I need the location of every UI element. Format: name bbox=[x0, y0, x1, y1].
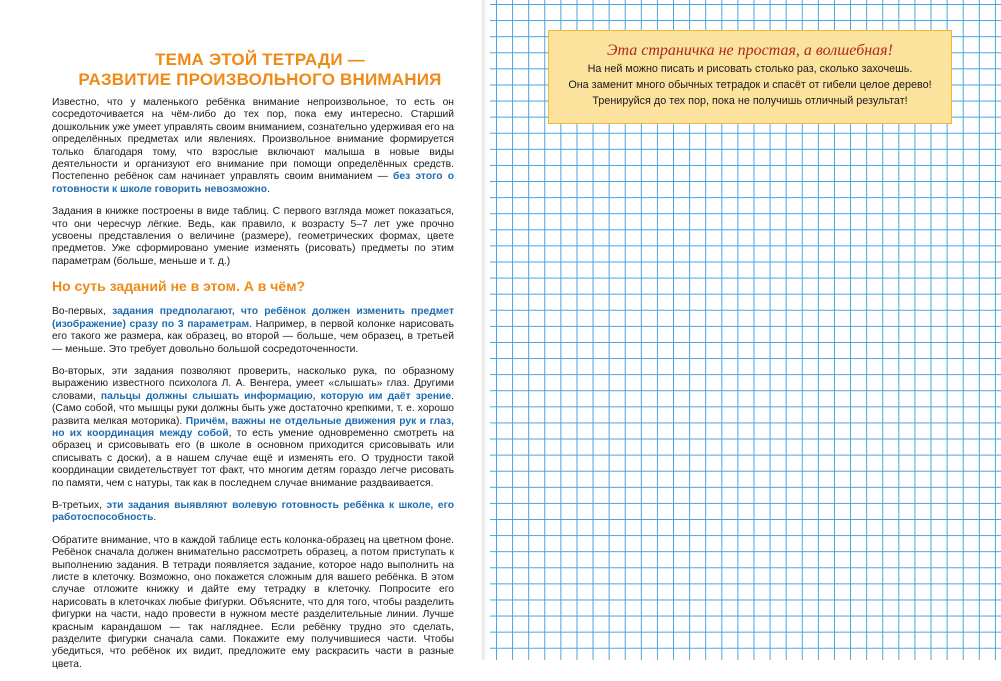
paragraph-attention: Обратите внимание, что в каждой таблице есть колонка-образец на цветном фоне. Ребёнок сначала должен внимательно рассмотреть образец, а потом приступать к выполнению задания. В тетради появляется задание, которое надо выполнить на листе в клеточку. Возможно, оно покажется сложным для вашего ребёнка. В этом случае отложите книжку и дайте ему тетрадку в клеточку. Попросите его нарисовать в клеточках любые фигурки. Объясните, что для того, чтобы разделить фигурки на части, надо провести в нужном месте разделительные линии. Лучше красным карандашом — так нагляднее. Если ребёнку трудно это сделать, разделите фигурки сначала сами. Покажите ему получившиеся части. Чтобы убедиться, что ребёнок их видит, предложите ему раскрасить части в разные цвета. bbox=[52, 534, 454, 670]
note-line-1: На ней можно писать и рисовать столько раз, сколько захочешь. bbox=[587, 63, 913, 75]
paragraph-intro-text: Известно, что у маленького ребёнка внимание непроизвольное, то есть он сосредоточивается на чём-либо до тех пор, пока ему интересно. Старший дошкольник уже умеет управлять своим вниманием, сознательно удерживая его на определённых предметах или явлениях. Произвольное внимание формируется только благодаря тому, что взрослые включают малыша в новые виды деятельности и организуют его внимание при помощи определённых средств. Постепенно ребёнок сам начинает управлять своим вниманием — bbox=[52, 97, 454, 183]
paragraph-first-lead: Во-первых, bbox=[52, 306, 113, 318]
note-title: Эта страничка не простая, а волшебная! bbox=[607, 42, 893, 59]
paragraph-second-lead: Во-вторых, эти задания позволяют проверить, насколько рука, по образному выражению известного психолога Л. А. Венгера, умеет «слышать» глаз. Другими словами, bbox=[52, 365, 454, 402]
magic-page-note bbox=[548, 30, 952, 124]
highlight-three-params: задания предполагают, что ребёнок должен изменить предмет (изображение) сразу по 3 параметрам bbox=[52, 306, 454, 330]
paragraph-second bbox=[52, 366, 454, 490]
highlight-readiness: без этого о готовности к школе говорить невозможно bbox=[52, 171, 454, 195]
note-line-2: Она заменит много обычных тетрадок и спасёт от гибели целое дерево! bbox=[568, 79, 932, 91]
paragraph-second-rest: , то есть умение одновременно смотреть на образец и срисовывать его (в школе в основном приходится срисовывать или списывать с доски), а в нашем случае ещё и изменять его. О трудности такой координации свидетельствует тот факт, что многим детям гораздо легче рисовать по памяти, чем с натуры, так как в последнем случае внимание раздваивается. bbox=[52, 427, 454, 489]
title-line-1: ТЕМА ЭТОЙ ТЕТРАДИ — bbox=[155, 50, 365, 69]
page-title bbox=[60, 50, 460, 90]
highlight-willpower: эти задания выявляют волевую готовность ребёнка к школе, его работоспособность bbox=[52, 499, 455, 524]
paragraph-tables: Задания в книжке построены в виде таблиц. С первого взгляда может показаться, что они чересчур лёгкие. Ведь, как правило, к возрасту 5–7 лет уже прочно усвоены представления о величине (размере), геометрических формах, цвете предметов. Уже сформировано умение изменять (рисовать) предметы по этим параметрам (больше, меньше и т. д.) bbox=[52, 206, 454, 267]
paragraph-first-rest: . Например, в первой колонке нарисовать его такого же размера, как образец, во второй — больше, чем образец, в третьей — меньше. Это требует довольно большой сосредоточенности. bbox=[52, 318, 454, 355]
section-heading: Но суть заданий не в этом. А в чём? bbox=[52, 278, 306, 295]
highlight-coordination: Причём, важны не отдельные движения рук и глаз, но их координация между собой bbox=[52, 415, 455, 439]
paragraph-intro bbox=[52, 97, 454, 196]
paragraph-third-end: . bbox=[153, 512, 157, 524]
article-body bbox=[52, 97, 454, 681]
left-page bbox=[0, 0, 482, 670]
paragraph-intro-end: . bbox=[267, 183, 270, 195]
title-line-2: РАЗВИТИЕ ПРОИЗВОЛЬНОГО ВНИМАНИЯ bbox=[78, 70, 442, 89]
highlight-fingers-hear: пальцы должны слышать информацию, которую им даёт зрение bbox=[100, 390, 452, 402]
paragraph-second-mid: . (Само собой, что мышцы руки должны быть уже достаточно крепкими, т. е. хорошо развита мелкая моторика). bbox=[52, 390, 454, 427]
paragraph-third bbox=[52, 500, 454, 525]
paragraph-third-lead: В-третьих, bbox=[52, 499, 107, 511]
note-line-3: Тренируйся до тех пор, пока не получишь отличный результат! bbox=[592, 95, 908, 107]
book-gutter bbox=[482, 0, 490, 660]
paragraph-first bbox=[52, 306, 454, 356]
